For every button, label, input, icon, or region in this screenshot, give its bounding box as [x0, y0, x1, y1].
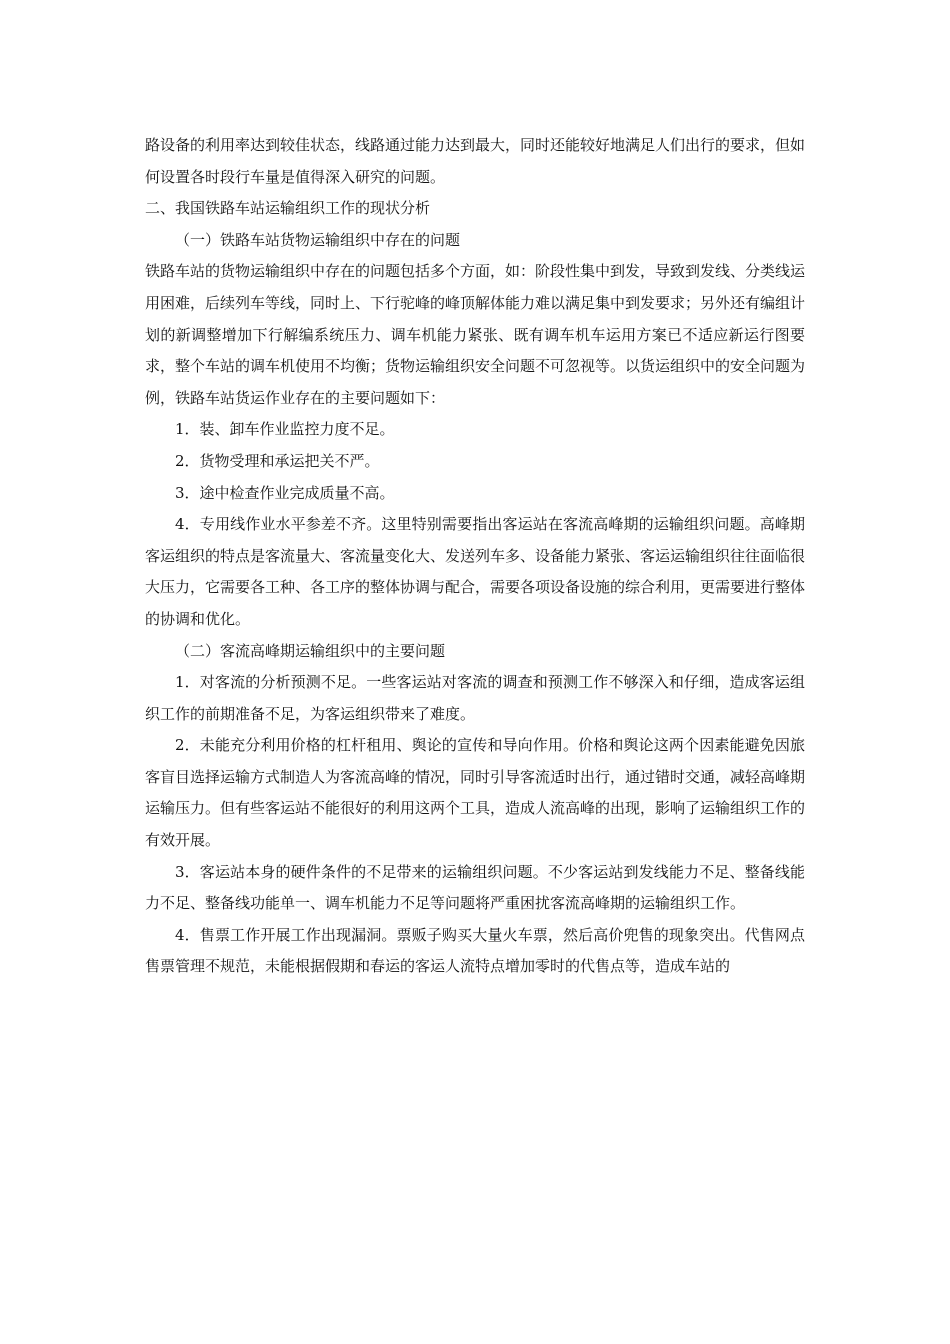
paragraph-1: 路设备的利用率达到较佳状态，线路通过能力达到最大，同时还能较好地满足人们出行的要求，但如何设置各时段行车量是值得深入研究的问题。	[145, 136, 806, 186]
list-item-freight-4: 4．专用线作业水平参差不齐。这里特别需要指出客运站在客流高峰期的运输组织问题。高峰期客运组织的特点是客流量大、客流量变化大、发送列车多、设备能力紧张、客运运输组织往往面临很大压力，它需要各工种、各工序的整体协调与配合，需要各项设备设施的综合利用，更需要进行整体的协调和优化。	[145, 515, 806, 628]
list-item-passenger-4: 4．售票工作开展工作出现漏洞。票贩子购买大量火车票，然后高价兜售的现象突出。代售网点售票管理不规范，未能根据假期和春运的客运人流特点增加零时的代售点等，造成车站的	[145, 925, 805, 976]
section-heading-2: 二、我国铁路车站运输组织工作的现状分析	[145, 199, 431, 218]
list-item-passenger-1: 1．对客流的分析预测不足。一些客运站对客流的调查和预测工作不够深入和仔细，造成客运组织工作的前期准备不足，为客运组织带来了难度。	[145, 673, 805, 723]
list-item-freight-1: 1．装、卸车作业监控力度不足。	[175, 420, 395, 439]
list-item-passenger-2: 2．未能充分利用价格的杠杆租用、舆论的宣传和导向作用。价格和舆论这两个因素能避免因旅客盲目选择运输方式制造人为客流高峰的情况，同时引导客流适时出行，通过错时交通，减轻高峰期运输压力。但有些客运站不能很好的利用这两个工具，造成人流高峰的出现，影响了运输组织工作的有效开展。	[145, 736, 806, 850]
paragraph-freight-problems: 铁路车站的货物运输组织中存在的问题包括多个方面，如：阶段性集中到发，导致到发线、分类线运用困难，后续列车等线，同时上、下行驼峰的峰顶解体能力难以满足集中到发要求；另外还有编组计划的新调整增加下行解编系统压力、调车机能力紧张、既有调车机车运用方案已不适应新运行图要求，整个车站的调车机使用不均衡；货物运输组织安全问题不可忽视等。以货运组织中的安全问题为例，铁路车站货运作业存在的主要问题如下：	[145, 262, 806, 407]
list-item-passenger-3: 3．客运站本身的硬件条件的不足带来的运输组织问题。不少客运站到发线能力不足、整备线能力不足、整备线功能单一、调车机能力不足等问题将严重困扰客流高峰期的运输组织工作。	[145, 862, 805, 913]
document-body	[145, 130, 805, 983]
list-item-freight-2: 2．货物受理和承运把关不严。	[175, 451, 380, 470]
list-item-freight-3: 3．途中检查作业完成质量不高。	[175, 483, 395, 502]
subsection-heading-1: （一）铁路车站货物运输组织中存在的问题	[175, 230, 461, 249]
subsection-heading-2: （二）客流高峰期运输组织中的主要问题	[175, 641, 446, 660]
